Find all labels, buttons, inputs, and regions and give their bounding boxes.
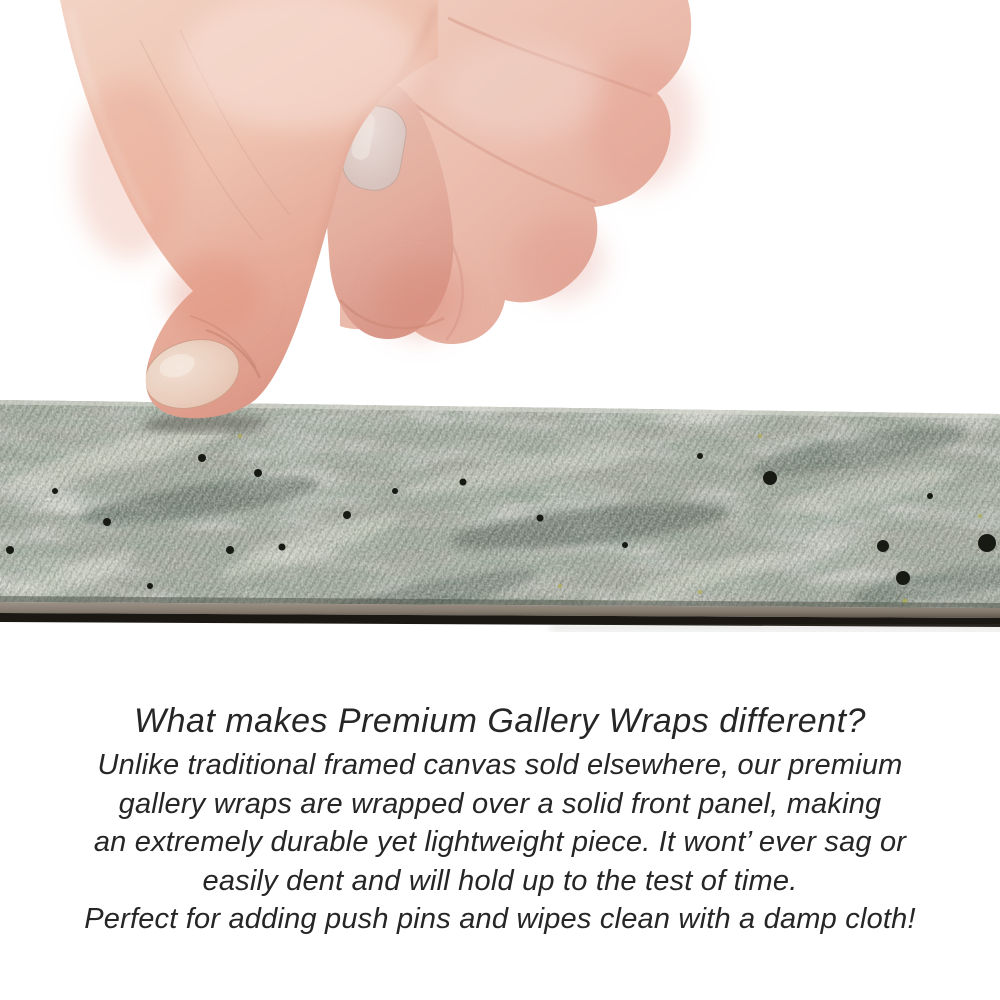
caption-line-3: an extremely durable yet lightweight piece. It wont’ ever sag or bbox=[93, 826, 907, 858]
caption-block bbox=[0, 700, 1000, 939]
caption-heading: What makes Premium Gallery Wraps different? bbox=[134, 702, 866, 740]
caption-line-5: Perfect for adding push pins and wipes clean with a damp cloth! bbox=[84, 903, 916, 935]
hand-photo bbox=[0, 0, 1000, 445]
caption-line-2: gallery wraps are wrapped over a solid front panel, making bbox=[118, 787, 882, 820]
caption-line-1: Unlike traditional framed canvas sold elsewhere, our premium bbox=[97, 749, 903, 781]
caption-line-4: easily dent and will hold up to the test of time. bbox=[202, 864, 798, 897]
